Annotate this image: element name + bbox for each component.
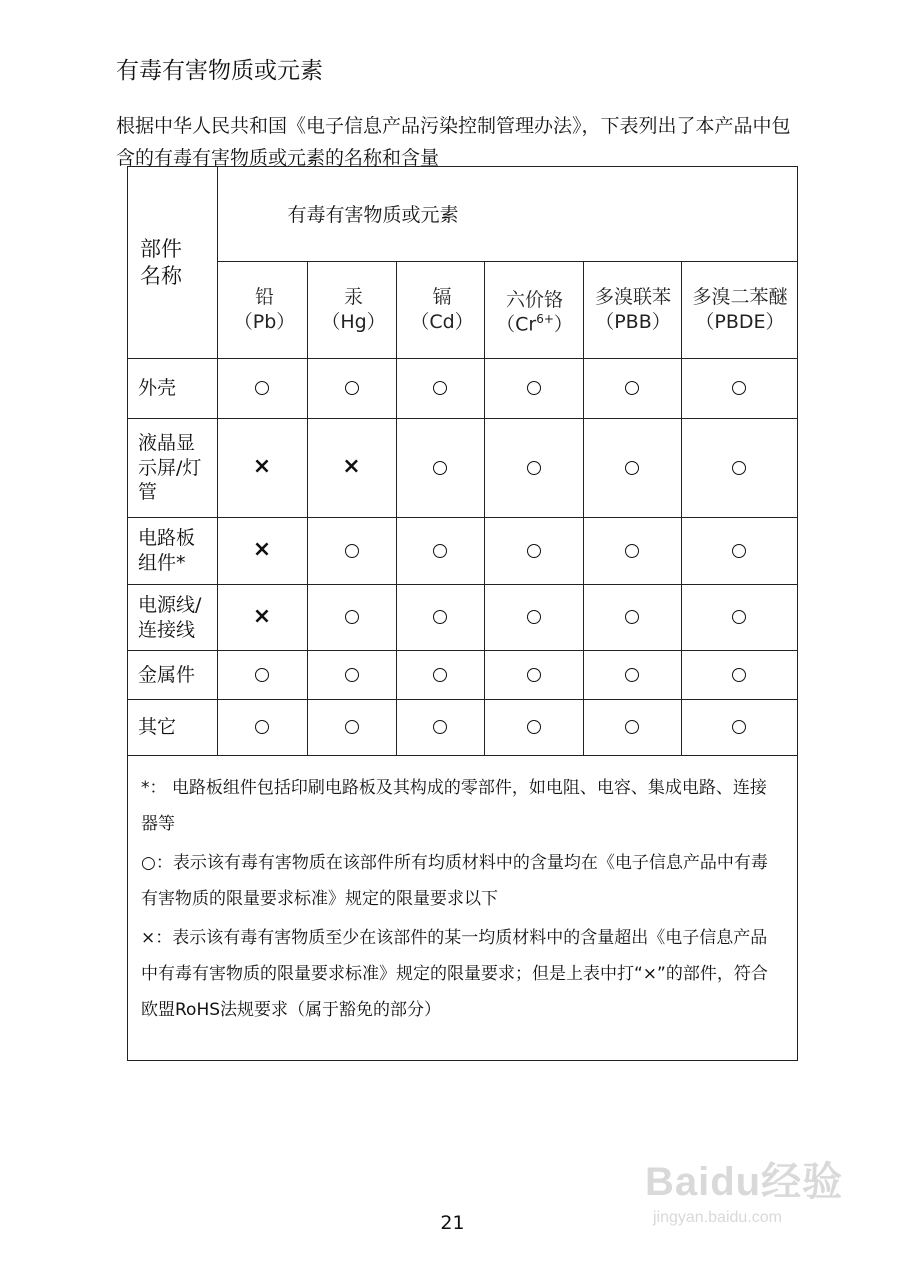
part-name-cell: 金属件 [138,663,196,686]
table-rule [127,755,797,756]
element-header-pbde: 多溴二苯醚 （PBDE） [692,286,788,333]
circle-mark [217,650,307,699]
circle-mark [217,358,307,418]
circle-mark [484,517,583,584]
circle-mark [396,650,484,699]
note-circle-meaning: ○：表示该有毒有害物质在该部件所有均质材料中的含量均在《电子信息产品中有毒有害物质的限量要求标准》规定的限量要求以下 [141,853,768,909]
cross-mark: × [342,454,361,480]
cross-mark: × [252,454,272,480]
part-name-cell: 其它 [138,716,177,739]
part-name-cell: 外壳 [138,377,177,400]
circle-mark [396,358,484,418]
circle-mark [307,650,396,699]
element-header-cadmium: 镉 （Cd） [410,286,474,333]
circle-mark [681,358,797,418]
intro-paragraph: 根据中华人民共和国《电子信息产品污染控制管理办法》，下表列出了本产品中包含的有毒有害物质或元素的名称和含量 [116,115,791,169]
circle-mark [217,699,307,755]
page-number: 21 [440,1212,465,1234]
circle-mark [681,584,797,650]
element-header-lead: 铅 （Pb） [233,286,296,333]
cross-mark: × [252,537,272,563]
circle-mark [484,650,583,699]
circle-mark [583,699,681,755]
circle-mark [484,584,583,650]
circle-mark [681,699,797,755]
circle-mark [681,650,797,699]
circle-mark [583,418,681,517]
part-name-header: 部件名称 [140,236,182,288]
watermark [645,1150,843,1227]
circle-mark [307,699,396,755]
circle-mark [396,699,484,755]
circle-mark [681,517,797,584]
part-name-cell: 电源线/连接线 [138,593,202,641]
circle-mark [307,358,396,418]
circle-mark [396,418,484,517]
watermark-url: jingyan.baidu.com [653,1209,782,1226]
part-name-cell: 电路板组件* [138,527,196,574]
substance-group-header: 有毒有害物质或元素 [287,203,459,226]
circle-mark [396,584,484,650]
circle-mark [583,517,681,584]
part-name-cell: 液晶显示屏/灯管 [138,431,202,504]
cross-mark: × [252,603,272,629]
circle-mark [307,517,396,584]
circle-mark [583,358,681,418]
watermark-brand: Baidu经验 [645,1160,844,1204]
element-header-mercury: 汞 （Hg） [321,286,386,333]
element-header-pbb: 多溴联苯 （PBB） [594,286,671,333]
note-cross-meaning: ×：表示该有毒有害物质至少在该部件的某一均质材料中的含量超出《电子信息产品中有毒有害物质的限量要求标准》规定的限量要求；但是上表中打“×”的部件，符合欧盟RoHS法规要求（属于豁免的部分） [141,928,768,1020]
circle-mark [583,584,681,650]
circle-mark [681,418,797,517]
circle-mark [484,358,583,418]
circle-mark [396,517,484,584]
circle-mark [583,650,681,699]
circle-mark [484,418,583,517]
page-title: 有毒有害物质或元素 [116,58,323,84]
note-pcb: *： 电路板组件包括印刷电路板及其构成的零部件，如电阻、电容、集成电路、连接器等 [141,778,767,834]
circle-mark [307,584,396,650]
circle-mark [484,699,583,755]
element-header-chromium: 六价铬 $(Cr^{6+})$ [496,288,573,336]
